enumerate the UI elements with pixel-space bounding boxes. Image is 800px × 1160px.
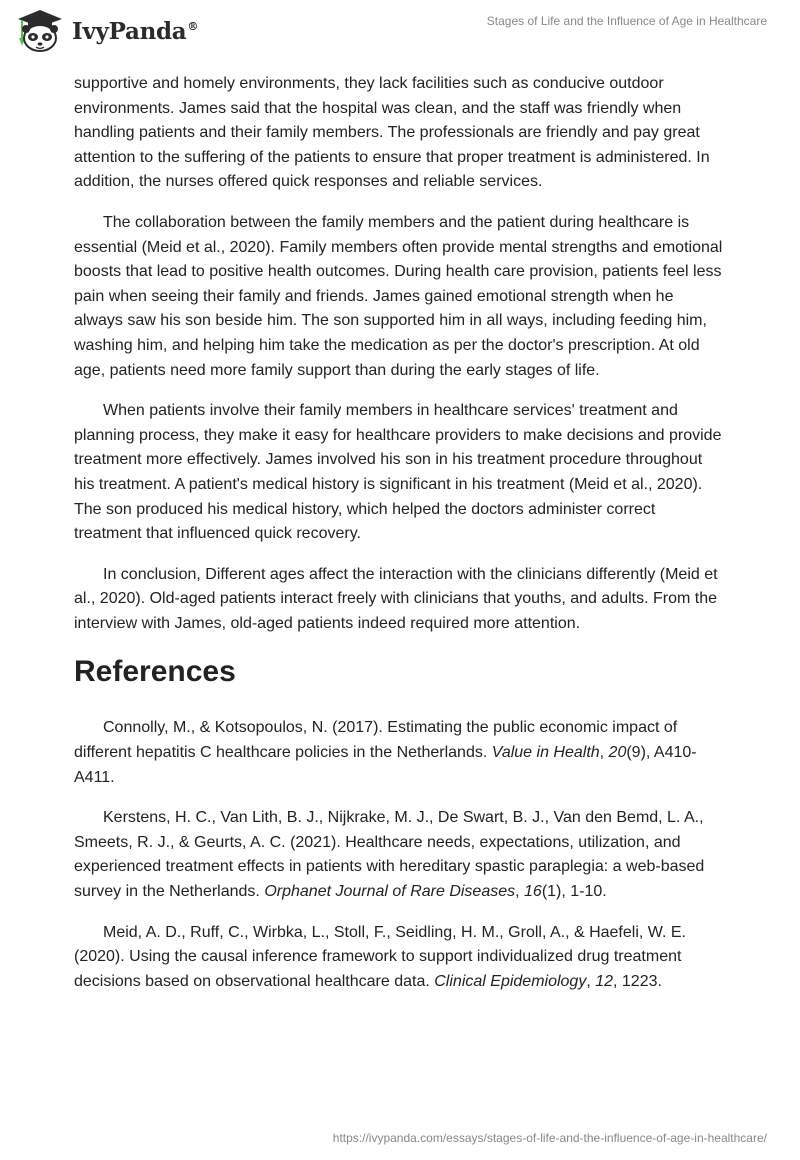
paragraph: In conclusion, Different ages affect the interaction with the clinicians differently (Meid et al., 2020). Old-aged patients interact freely with clinicians that youths, and adults. From the interview with James, old-aged patients indeed required more attention. — [74, 565, 718, 632]
journal-title: Clinical Epidemiology — [434, 972, 587, 990]
reference-item: Kerstens, H. C., Van Lith, B. J., Nijkrake, M. J., De Swart, B. J., Van den Bemd, L. A., Smeets, R. J., & Geurts, A. C. (2021). Healthcare needs, expectations, utilization, and experienced treatment effects in patients with hereditary spastic paraplegia: a web-based survey in the Netherlands. Orphanet Journal of Rare Diseases, 16(1), 1-10. — [74, 809, 705, 901]
essay-body — [74, 72, 726, 1010]
panda-graduation-icon — [14, 8, 66, 54]
paragraph: The collaboration between the family members and the patient during healthcare is essential (Meid et al., 2020). Family members often provide mental strengths and emotional boosts that lead to positive health outcomes. During health care provision, patients feel less pain when seeing their family and friends. James gained emotional strength when he always saw his son beside him. The son supported him in all ways, including feeding him, washing him, and helping him take the medication as per the doctor's prescription. At old age, patients need more family support than during the early stages of life. — [74, 213, 723, 379]
logo-wordmark: IvyPanda® — [72, 17, 199, 45]
page-header — [0, 0, 800, 64]
journal-volume: 20 — [608, 744, 627, 762]
journal-title: Orphanet Journal of Rare Diseases — [264, 883, 516, 901]
reference-item: Connolly, M., & Kotsopoulos, N. (2017). Estimating the public economic impact of different hepatitis C healthcare policies in the Netherlands. Value in Health, 20(9), A410-A411. — [74, 719, 697, 786]
journal-title: Value in Health — [491, 744, 600, 762]
paragraph: When patients involve their family members in healthcare services' treatment and planning process, they make it easy for healthcare providers to make decisions and provide treatment more effectively. James involved his son in his treatment procedure throughout his treatment. A patient's medical history is significant in his treatment (Meid et al., 2020). The son produced his medical history, which helped the doctors administer correct treatment that influenced quick recovery. — [74, 402, 722, 543]
journal-volume: 12 — [595, 972, 614, 990]
journal-volume: 16 — [524, 883, 542, 901]
source-url[interactable]: https://ivypanda.com/essays/stages-of-life-and-the-influence-of-age-in-healthcare/ — [332, 1131, 767, 1145]
references-heading: References — [74, 655, 236, 689]
ivypanda-logo[interactable] — [14, 8, 198, 54]
reference-item: Meid, A. D., Ruff, C., Wirbka, L., Stoll, F., Seidling, H. M., Groll, A., & Haefeli, W. E. (2020). Using the causal inference framework to support individualized drug treatment decisions based on observational healthcare data. Clinical Epidemiology, 12, 1223. — [74, 923, 686, 990]
paragraph: supportive and homely environments, they lack facilities such as conducive outdoor environments. James said that the hospital was clean, and the staff was friendly when handling patients and their family members. The professionals are friendly and pay great attention to the suffering of the patients to ensure that proper treatment is administered. In addition, the nurses offered quick responses and reliable services. — [74, 75, 710, 191]
running-title: Stages of Life and the Influence of Age in Healthcare — [486, 14, 767, 28]
